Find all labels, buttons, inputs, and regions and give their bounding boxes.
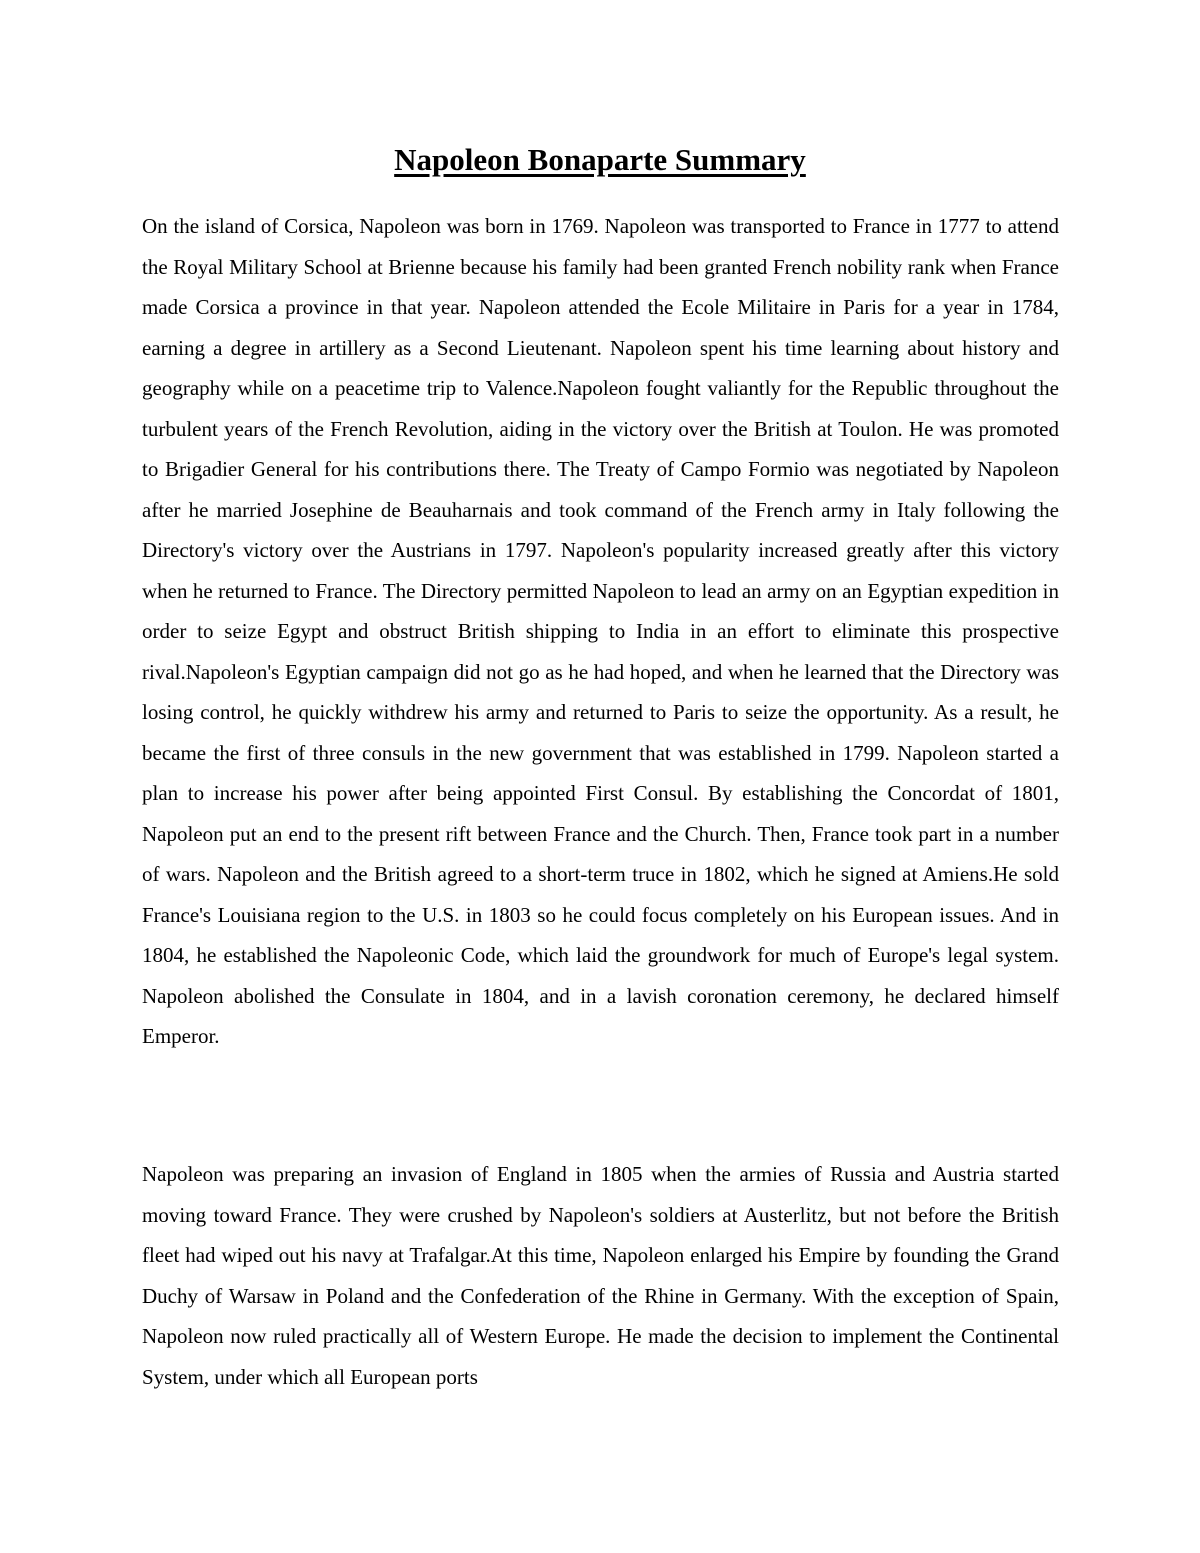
document-title: Napoleon Bonaparte Summary (394, 142, 806, 177)
paragraph-1: On the island of Corsica, Napoleon was born in 1769. Napoleon was transported to France in 1777 to attend the Royal Military School at Brienne because his family had been granted French nobility rank when France made Corsica a province in that year. Napoleon attended the Ecole Militaire in Paris for a year in 1784, earning a degree in artillery as a Second Lieutenant. Napoleon spent his time learning about history and geography while on a peacetime trip to Valence.Napoleon fought valiantly for the Republic throughout the turbulent years of the French Revolution, aiding in the victory over the British at Toulon. He was promoted to Brigadier General for his contributions there. The Treaty of Campo Formio was negotiated by Napoleon after he married Josephine de Beauharnais and took command of the French army in Italy following the Directory's victory over the Austrians in 1797. Napoleon's popularity increased greatly after this victory when he returned to France. The Directory permitted Napoleon to lead an army on an Egyptian expedition in order to seize Egypt and obstruct British shipping to India in an effort to eliminate this prospective rival.Napoleon's Egyptian campaign did not go as he had hoped, and when he learned that the Directory was losing control, he quickly withdrew his army and returned to Paris to seize the opportunity. As a result, he became the first of three consuls in the new government that was established in 1799. Napoleon started a plan to increase his power after being appointed First Consul. By establishing the Concordat of 1801, Napoleon put an end to the present rift between France and the Church. Then, France took part in a number of wars. Napoleon and the British agreed to a short-term truce in 1802, which he signed at Amiens.He sold France's Louisiana region to the U.S. in 1803 so he could focus completely on his European issues. And in 1804, he established the Napoleonic Code, which laid the groundwork for much of Europe's legal system. Napoleon abolished the Consulate in 1804, and in a lavish coronation ceremony, he declared himself Emperor. (142, 214, 1059, 1048)
paragraph-2: Napoleon was preparing an invasion of England in 1805 when the armies of Russia and Austria started moving toward France. They were crushed by Napoleon's soldiers at Austerlitz, but not before the British fleet had wiped out his navy at Trafalgar.At this time, Napoleon enlarged his Empire by founding the Grand Duchy of Warsaw in Poland and the Confederation of the Rhine in Germany. With the exception of Spain, Napoleon now ruled practically all of Western Europe. He made the decision to implement the Continental System, under which all European ports (142, 1162, 1059, 1389)
